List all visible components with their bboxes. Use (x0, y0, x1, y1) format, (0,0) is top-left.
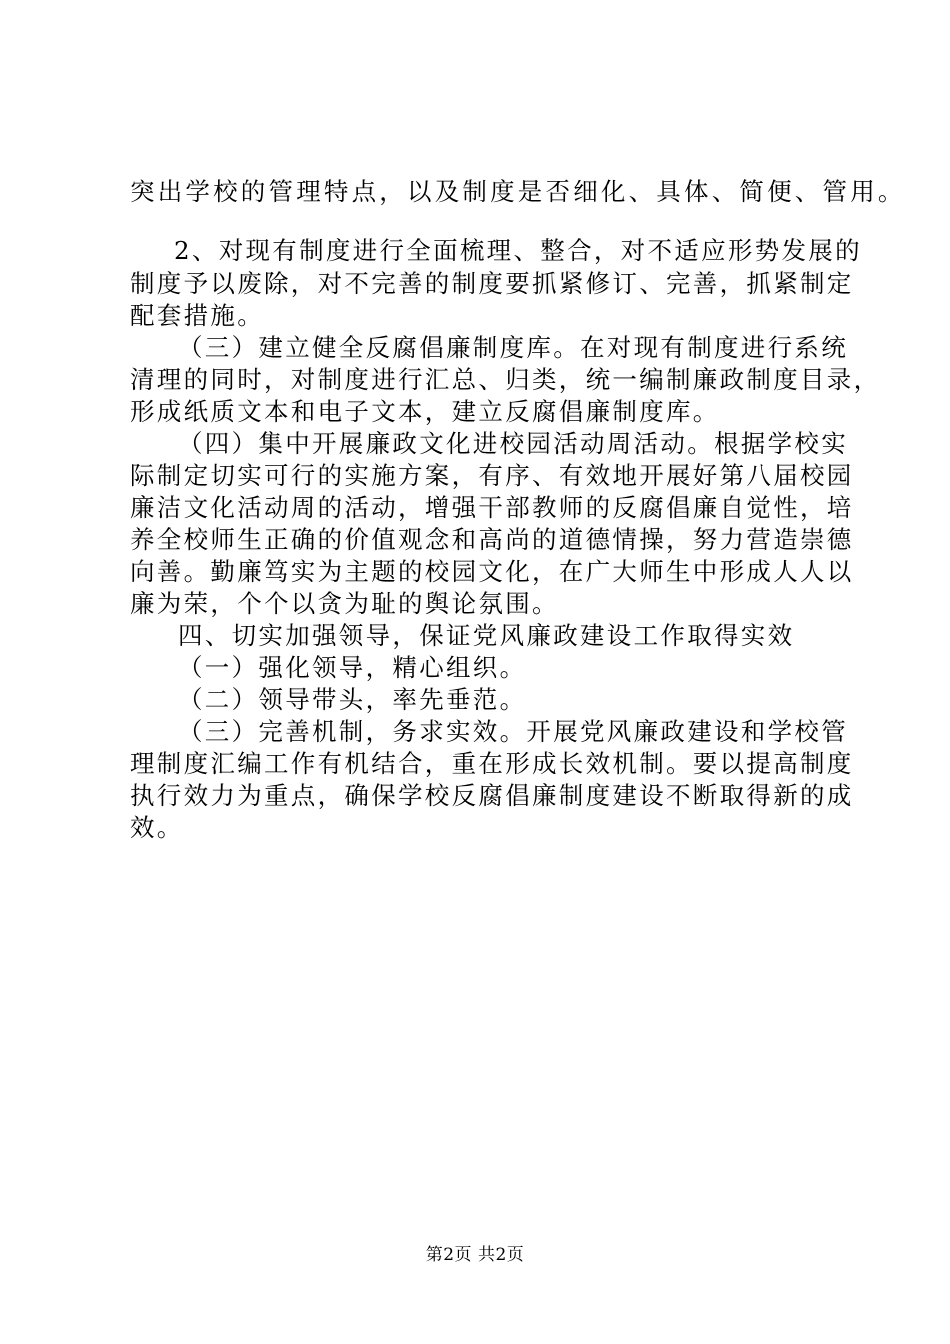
paragraph-line: 清理的同时，对制度进行汇总、归类，统一编制廉政制度目录， (130, 365, 881, 394)
paragraph-line: （四）集中开展廉政文化进校园活动周活动。根据学校实 (178, 429, 848, 458)
paragraph-line: 配套措施。 (130, 301, 264, 330)
paragraph-line: 廉为荣，个个以贪为耻的舆论氛围。 (130, 589, 559, 618)
paragraph-line: 养全校师生正确的价值观念和高尚的道德情操，努力营造崇德 (130, 525, 854, 554)
section-heading: 四、切实加强领导，保证党风廉政建设工作取得实效 (178, 621, 795, 650)
paragraph-line: 形成纸质文本和电子文本，建立反腐倡廉制度库。 (130, 397, 720, 426)
subheading: （二）领导带头，率先垂范。 (178, 685, 527, 714)
paragraph-line: 廉洁文化活动周的活动，增强干部教师的反腐倡廉自觉性，培 (130, 493, 854, 522)
paragraph-line: 制度予以废除，对不完善的制度要抓紧修订、完善，抓紧制定 (130, 269, 854, 298)
paragraph-line: 突出学校的管理特点，以及制度是否细化、具体、简便、管用。 (130, 177, 906, 206)
paragraph-line: 向善。勤廉笃实为主题的校园文化，在广大师生中形成人人以 (130, 557, 854, 586)
subheading: （一）强化领导，精心组织。 (178, 653, 527, 682)
paragraph-line: 2、对现有制度进行全面梳理、整合，对不适应形势发展的 (174, 236, 862, 265)
paragraph-line: 际制定切实可行的实施方案，有序、有效地开展好第八届校园 (130, 461, 854, 490)
page-number-footer: 第2页 共2页 (425, 1245, 525, 1265)
paragraph-line: （三）建立健全反腐倡廉制度库。在对现有制度进行系统 (178, 333, 848, 362)
paragraph-line: 理制度汇编工作有机结合，重在形成长效机制。要以提高制度 (130, 749, 854, 778)
paragraph-line: 执行效力为重点，确保学校反腐倡廉制度建设不断取得新的成 (130, 781, 854, 810)
paragraph-line: （三）完善机制，务求实效。开展党风廉政建设和学校管 (178, 717, 848, 746)
paragraph-line: 效。 (130, 813, 184, 842)
